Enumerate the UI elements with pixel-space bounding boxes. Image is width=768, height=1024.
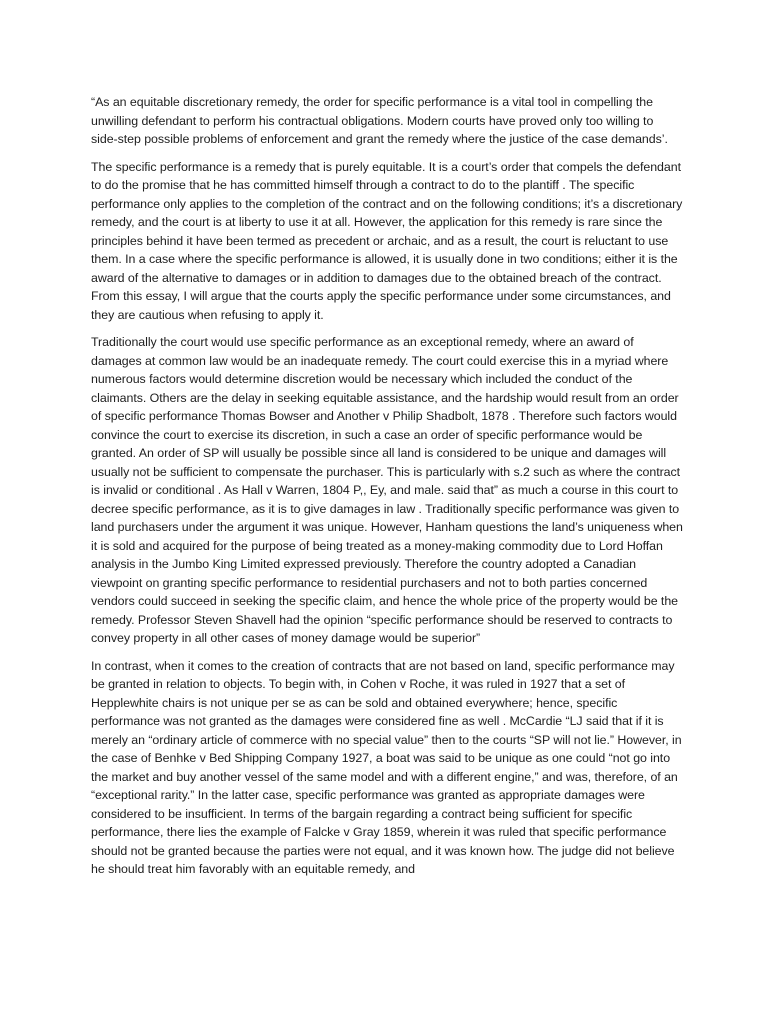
paragraph-2: The specific performance is a remedy that is purely equitable. It is a court’s order that compels the defendant to do the promise that he has committed himself through a contract to do to the plantiff . The specific performance only applies to the completion of the contract and on the following conditions; it’s a discretionary remedy, and the court is at liberty to use it at all. However, the application for this remedy is rare since the principles behind it have been termed as precedent or archaic, and as a result, the court is reluctant to use them. In a case where the specific performance is allowed, it is usually done in two conditions; either it is the award of the alternative to damages or in addition to damages due to the obtained breach of the contract. From this essay, I will argue that the courts apply the specific performance under some circumstances, and they are cautious when refusing to apply it. [91,159,683,322]
document-page [91,93,683,888]
paragraph-1: “As an equitable discretionary remedy, the order for specific performance is a vital tool in compelling the unwilling defendant to perform his contractual obligations. Modern courts have proved only too willing to side-step possible problems of enforcement and grant the remedy where the justice of the case demands’. [91,95,668,146]
paragraph-4: In contrast, when it comes to the creation of contracts that are not based on land, specific performance may be granted in relation to objects. To begin with, in Cohen v Roche, it was ruled in 1927 that a set of Hepplewhite chairs is not unique per se as can be sold and obtained everywhere; hence, specific performance was not granted as the damages were considered fine as well . McCardie “LJ said that if it is merely an “ordinary article of commerce with no special value” then to the courts “SP will not lie.” However, in the case of Benhke v Bed Shipping Company 1927, a boat was said to be unique as one could “not go into the market and buy another vessel of the same model and with a different engine,” and was, therefore, of an “exceptional rarity.” In the latter case, specific performance was granted as appropriate damages were considered to be insufficient. In terms of the bargain regarding a contract being sufficient for specific performance, there lies the example of Falcke v Gray 1859, wherein it was ruled that specific performance should not be granted because the parties were not equal, and it was known how. The judge did not believe he should treat him favorably with an equitable remedy, and [91,658,682,876]
paragraph-3: Traditionally the court would use specific performance as an exceptional remedy, where an award of damages at common law would be an inadequate remedy. The court could exercise this in a myriad where numerous factors would determine discretion would be necessary which included the conduct of the claimants. Others are the delay in seeking equitable assistance, and the hardship would result from an order of specific performance Thomas Bowser and Another v Philip Shadbolt, 1878 . Therefore such factors would convince the court to exercise its discretion, in such a case an order of specific performance would be granted. An order of SP will usually be possible since all land is considered to be unique and damages will usually not be sufficient to compensate the purchaser. This is particularly with s.2 such as where the contract is invalid or conditional . As Hall v Warren, 1804 P,, Ey, and male. said that” as much a course in this court to decree specific performance, as it is to give damages in law . Traditionally specific performance was given to land purchasers under the argument it was unique. However, Hanham questions the land’s uniqueness when it is sold and acquired for the purpose of being treated as a money-making commodity due to Lord Hoffan analysis in the Jumbo King Limited expressed previously. Therefore the country adopted a Canadian viewpoint on granting specific performance to residential purchasers and not to both parties concerned vendors could succeed in seeking the specific claim, and hence the whole price of the property would be the remedy. Professor Steven Shavell had the opinion “specific performance should be reserved to contracts to convey property in all other cases of money damage would be superior” [91,335,683,645]
